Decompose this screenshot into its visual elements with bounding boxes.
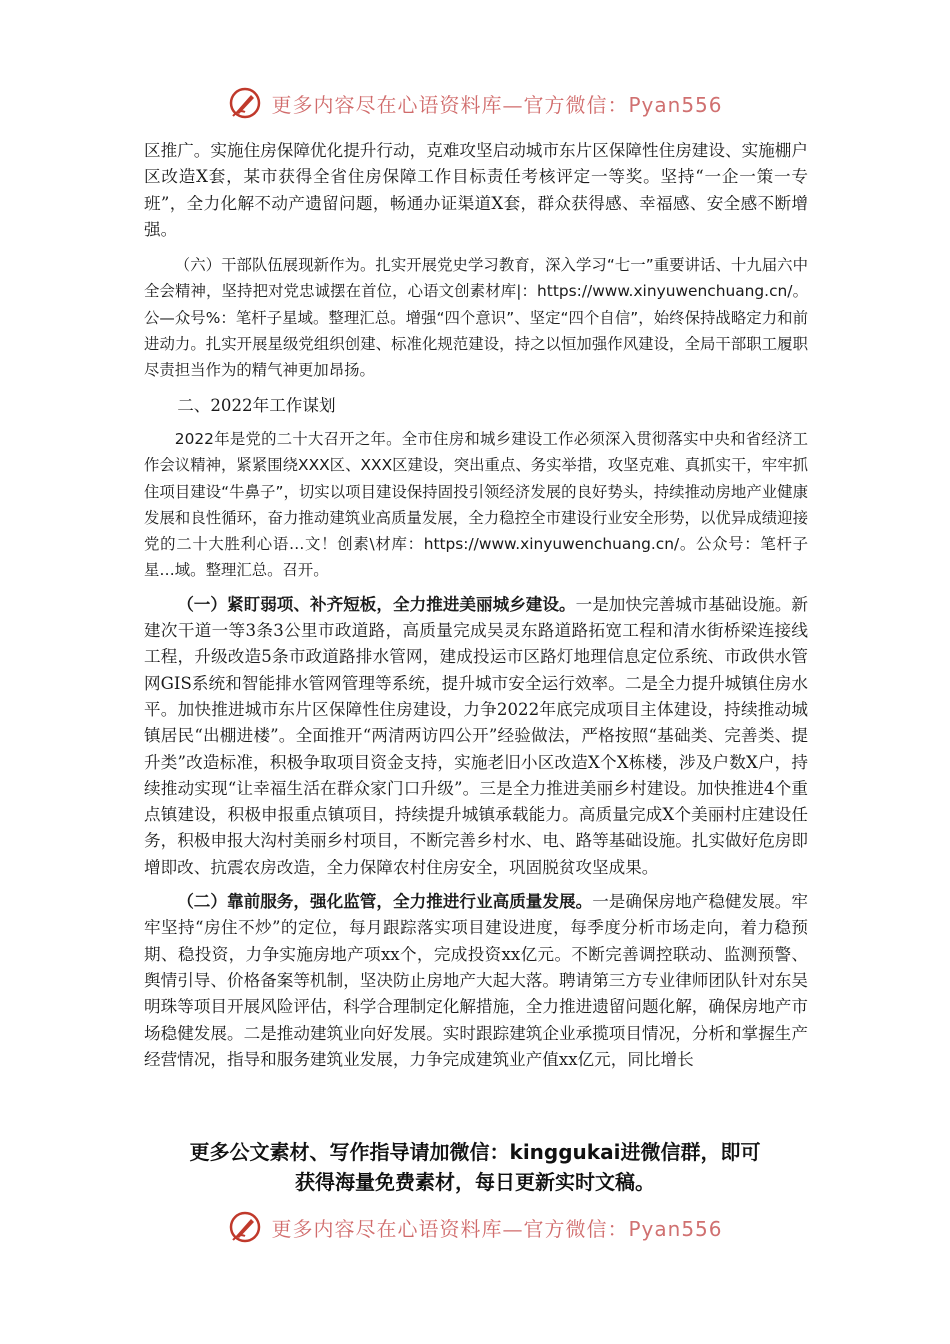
header-banner [0,80,950,126]
promo-line-2: 获得海量免费素材，每日更新实时文稿。 [295,1170,655,1194]
paragraph: 区推广。实施住房保障优化提升行动，克难攻坚启动城市东片区保障性住房建设、实施棚户区改造X套，某市获得全省住房保障工作目标责任考核评定一等奖。坚持“一企一策一专班”，全力化解不动产遗留问题，畅通办证渠道X套，群众获得感、幸福感、安全感不断增强。 [144,141,808,239]
pen-logo-icon [227,1209,263,1245]
paragraph: （六）干部队伍展现新作为。扎实开展党史学习教育，深入学习“七一”重要讲话、十九届六中全会精神，坚持把对党忠诚摆在首位，心语文创素材库|：https://www.xinyuwenchuang.cn/。公—众号%：笔杆子星域。整理汇总。增强“四个意识”、坚定“四个自信”，始终保持战略定力和前进动力。扎实开展星级党组织创建、标准化规范建设，持之以恒加强作风建设，全局干部职工履职尽责担当作为的精气神更加昂扬。 [144,256,808,380]
banner-text-cn: 更多内容尽在心语资料库—官方微信： [271,92,629,117]
pen-logo-icon [227,85,263,121]
footer-banner [0,1204,950,1250]
banner-wechat-id: Pyan556 [628,1216,723,1241]
document-body [144,138,808,1073]
paragraph [144,591,808,881]
paragraph-lead: （一）紧盯弱项、补齐短板，全力推进美丽城乡建设。 [177,593,576,614]
paragraph [144,888,808,1073]
banner-wechat-id: Pyan556 [628,92,723,117]
paragraph-lead: （二）靠前服务，强化监管，全力推进行业高质量发展。 [177,891,593,912]
paragraph-body: 一是确保房地产稳健发展。牢牢坚持“房住不炒”的定位，每月跟踪落实项目建设进度，每季度分析市场走向，着力稳预期、稳投资，力争实施房地产项xx个，完成投资xx亿元。不断完善调控联动、监测预警、舆情引导、价格备案等机制，坚决防止房地产大起大落。聘请第三方专业律师团队针对东吴明珠等项目开展风险评估，科学合理制定化解措施，全力推进遗留问题化解，确保房地产市场稳健发展。二是推动建筑业向好发展。实时跟踪建筑企业承揽项目情况，分析和掌握生产经营情况，指导和服务建筑业发展，力争完成建筑业产值xx亿元，同比增长 [144,892,809,1069]
wechat-promo [120,1137,830,1197]
paragraph: 2022年是党的二十大召开之年。全市住房和城乡建设工作必须深入贯彻落实中央和省经济工作会议精神，紧紧围绕XXX区、XXX区建设，突出重点、务实举措，攻坚克难、真抓实干，牢牢抓住项目建设“牛鼻子”，切实以项目建设保持固投引领经济发展的良好势头，持续推动房地产业健康发展和良性循环，奋力推动建筑业高质量发展，全力稳控全市建设行业安全形势，以优异成绩迎接党的二十大胜利心语…文！创素\材库：https://www.xinyuwenchuang.cn/。公众号：笔杆子星…域。整理汇总。召开。 [144,429,808,580]
banner-text-cn: 更多内容尽在心语资料库—官方微信： [271,1216,629,1241]
section-heading: 二、2022年工作谋划 [177,395,336,415]
promo-line-1: 更多公文素材、写作指导请加微信：kinggukai进微信群，即可 [189,1140,761,1164]
banner-text [271,1213,722,1242]
paragraph-body: 一是加快完善城市基础设施。新建次干道一等3条3公里市政道路，高质量完成吴灵东路道路拓宽工程和清水街桥梁连接线工程，升级改造5条市政道路排水管网，建成投运市区路灯地理信息定位系统、市政供水管网GIS系统和智能排水管网管理等系统，提升城市安全运行效率。二是全力提升城镇住房水平。加快推进城市东片区保障性住房建设，力争2022年底完成项目主体建设，持续推动城镇居民“出棚进楼”。全面推开“两清两访四公开”经验做法，严格按照“基础类、完善类、提升类”改造标准，积极争取项目资金支持，实施老旧小区改造X个X栋楼，涉及户数X户，持续推动实现“让幸福生活在群众家门口升级”。三是全力推进美丽乡村建设。加快推进4个重点镇建设，积极申报重点镇项目，持续提升城镇承载能力。高质量完成X个美丽村庄建设任务，积极申报大沟村美丽乡村项目，不断完善乡村水、电、路等基础设施。扎实做好危房即增即改、抗震农房改造，全力保障农村住房安全，巩固脱贫攻坚成果。 [144,594,809,877]
banner-text [271,89,722,118]
